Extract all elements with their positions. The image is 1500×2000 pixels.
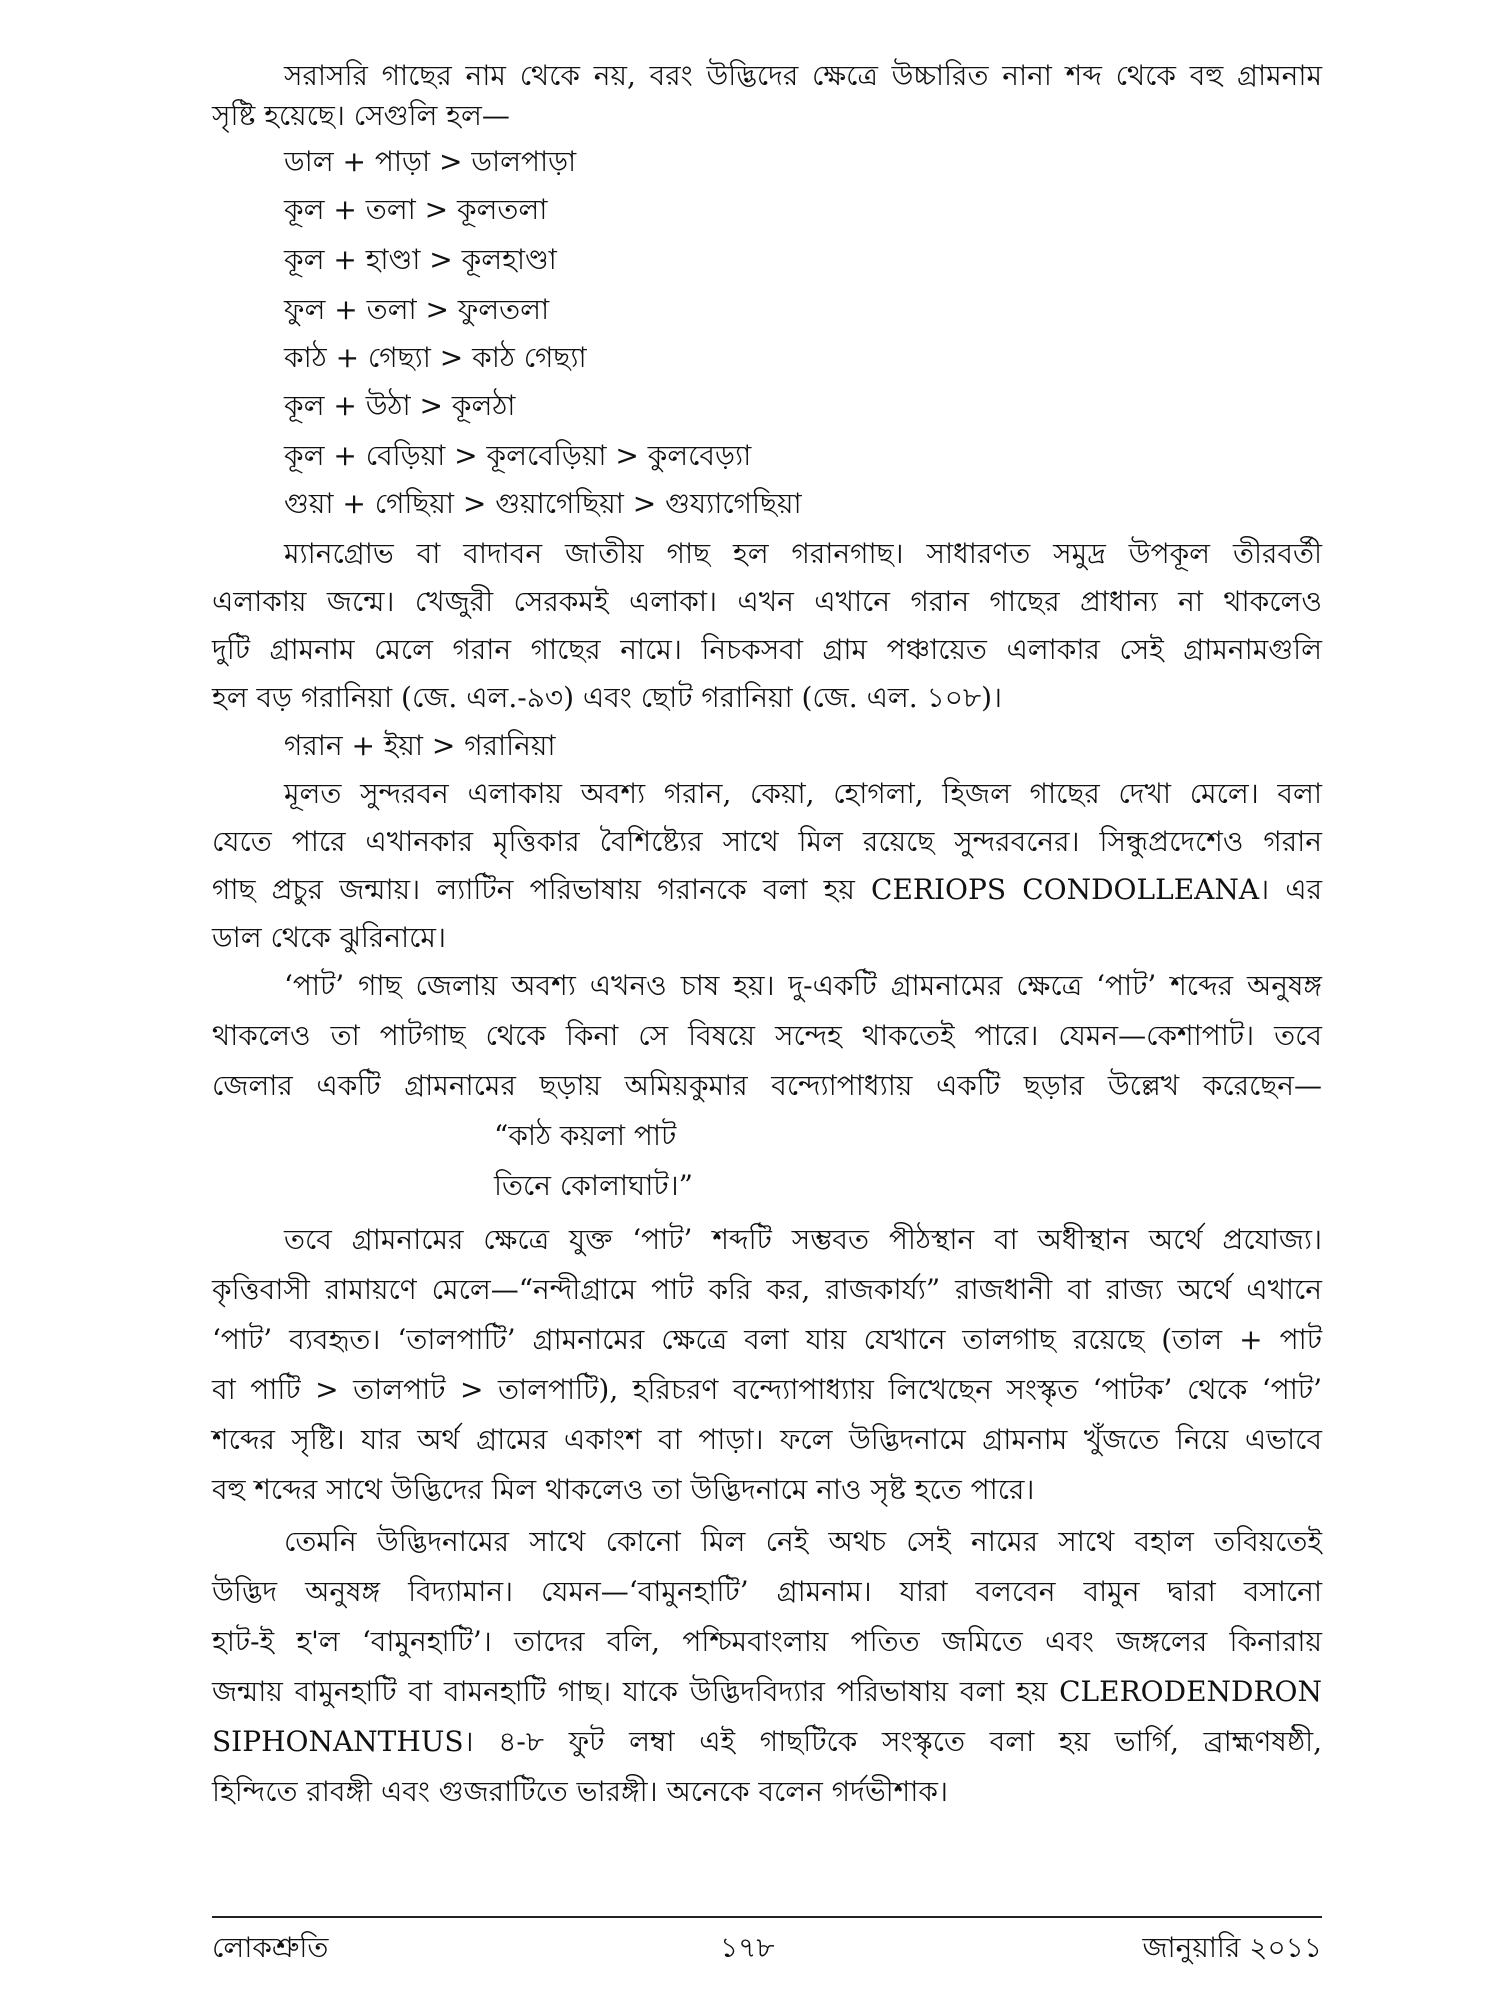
text-line: ‘পাট’ ব্যবহৃত। ‘তালপাটি’ গ্রামনামের ক্ষেত্রে বলা যায় যেখানে তালগাছ রয়েছে (তাল + পাট — [212, 1323, 1322, 1356]
text-line: দুটি গ্রামনাম মেলে গরান গাছের নামে। নিচকসবা গ্রাম পঞ্চায়েত এলাকার সেই গ্রামনামগুলি — [212, 633, 1322, 666]
text-line: ম্যানগ্রোভ বা বাদাবন জাতীয় গাছ হল গরানগাছ। সাধারণত সমুদ্র উপকূল তীরবর্তী — [284, 537, 1322, 570]
text-line: উদ্ভিদ অনুষঙ্গ বিদ্যামান। যেমন—‘বামুনহাটি’ গ্রামনাম। যারা বলবেন বামুন দ্বারা বসানো — [212, 1575, 1322, 1608]
text-line: সরাসরি গাছের নাম থেকে নয়, বরং উদ্ভিদের ক্ষেত্রে উচ্চারিত নানা শব্দ থেকে বহু গ্রামনাম — [284, 59, 1322, 92]
text-line: তেমনি উদ্ভিদনামের সাথে কোনো মিল নেই অথচ সেই নামের সাথে বহাল তবিয়তেই — [284, 1525, 1322, 1558]
derivation-line: কূল + বেড়িয়া > কূলবেড়িয়া > কুলবেড়্যা — [284, 439, 752, 472]
derivation-line: ফুল + তলা > ফুলতলা — [284, 293, 550, 326]
text-line: শব্দের সৃষ্টি। যার অর্থ গ্রামের একাংশ বা পাড়া। ফলে উদ্ভিদনামে গ্রামনাম খুঁজতে নিয়ে এভাবে — [212, 1423, 1322, 1456]
text-line: সৃষ্টি হয়েছে। সেগুলি হল— — [212, 99, 510, 132]
text-line: থাকলেও তা পাটগাছ থেকে কিনা সে বিষয়ে সন্দেহ থাকতেই পারে। যেমন—কেশাপাট। তবে — [212, 1019, 1322, 1052]
text-line: জন্মায় বামুনহাটি বা বামনহাটি গাছ। যাকে উদ্ভিদবিদ্যার পরিভাষায় বলা হয় CLERODENDRON — [212, 1675, 1322, 1708]
text-line: হল বড় গরানিয়া (জে. এল.-৯৩) এবং ছোট গরানিয়া (জে. এল. ১০৮)। — [212, 681, 1003, 714]
derivation-line: ডাল + পাড়া > ডালপাড়া — [284, 145, 577, 178]
text-line: ডাল থেকে ঝুরিনামে। — [212, 921, 446, 954]
derivation-line: কাঠ + গেছ্যা > কাঠ গেছ্যা — [284, 341, 587, 374]
text-line: বা পাটি > তালপাট > তালপাটি), হরিচরণ বন্দ্যোপাধ্যায় লিখেছেন সংস্কৃত ‘পাটক’ থেকে ‘পাট’ — [212, 1373, 1322, 1406]
text-line: হিন্দিতে রাবঙ্গী এবং গুজরাটিতে ভারঙ্গী। অনেকে বলেন গর্দভীশাক। — [212, 1775, 948, 1808]
derivation-line: কূল + উঠা > কূলঠা — [284, 389, 516, 422]
text-line: মূলত সুন্দরবন এলাকায় অবশ্য গরান, কেয়া, হোগলা, হিজল গাছের দেখা মেলে। বলা — [284, 777, 1322, 810]
text-line: এলাকায় জন্মে। খেজুরী সেরকমই এলাকা। এখন এখানে গরান গাছের প্রাধান্য না থাকলেও — [212, 585, 1322, 618]
text-line: যেতে পারে এখানকার মৃত্তিকার বৈশিষ্ট্যের সাথে মিল রয়েছে সুন্দরবনের। সিন্ধুপ্রদেশেও গরান — [212, 825, 1322, 858]
text-line: বহু শব্দের সাথে উদ্ভিদের মিল থাকলেও তা উদ্ভিদনামে নাও সৃষ্ট হতে পারে। — [212, 1473, 1035, 1506]
quote-line: তিনে কোলাঘাট।” — [494, 1169, 693, 1202]
text-line: কৃত্তিবাসী রামায়ণে মেলে—“নন্দীগ্রামে পাট করি কর, রাজকার্য্য” রাজধানী বা রাজ্য অর্থে এখানে — [212, 1273, 1322, 1306]
derivation-line: গরান + ইয়া > গরানিয়া — [284, 729, 556, 762]
text-line: SIPHONANTHUS। ৪-৮ ফুট লম্বা এই গাছটিকে সংস্কৃতে বলা হয় ভার্গি, ব্রাহ্মণষষ্ঠী, — [212, 1725, 1322, 1758]
page-number: ১৭৮ — [720, 1931, 775, 1964]
derivation-line: গুয়া + গেছিয়া > গুয়াগেছিয়া > গুয্যাগেছিয়া — [284, 487, 802, 520]
derivation-line: কূল + তলা > কূলতলা — [284, 193, 548, 226]
quote-line: “কাঠ কয়লা পাট — [494, 1119, 677, 1152]
footer-journal-name: লোকশ্রুতি — [212, 1931, 329, 1964]
footer-date: জানুয়ারি ২০১১ — [1142, 1931, 1322, 1964]
text-line: ‘পাট’ গাছ জেলায় অবশ্য এখনও চাষ হয়। দু-একটি গ্রামনামের ক্ষেত্রে ‘পাট’ শব্দের অনুষঙ্গ — [284, 969, 1322, 1002]
text-line: গাছ প্রচুর জন্মায়। ল্যাটিন পরিভাষায় গরানকে বলা হয় CERIOPS CONDOLLEANA। এর — [212, 873, 1322, 906]
text-line: তবে গ্রামনামের ক্ষেত্রে যুক্ত ‘পাট’ শব্দটি সম্ভবত পীঠস্থান বা অধীস্থান অর্থে প্রযোজ্য। — [284, 1223, 1322, 1256]
text-line: জেলার একটি গ্রামনামের ছড়ায় অমিয়কুমার বন্দ্যোপাধ্যায় একটি ছড়ার উল্লেখ করেছেন— — [212, 1069, 1322, 1102]
derivation-line: কূল + হাণ্ডা > কূলহাণ্ডা — [284, 243, 557, 276]
text-line: হাট-ই হ'ল ‘বামুনহাটি’। তাদের বলি, পশ্চিমবাংলায় পতিত জমিতে এবং জঙ্গলের কিনারায় — [212, 1625, 1322, 1658]
footer-divider — [212, 1916, 1322, 1918]
